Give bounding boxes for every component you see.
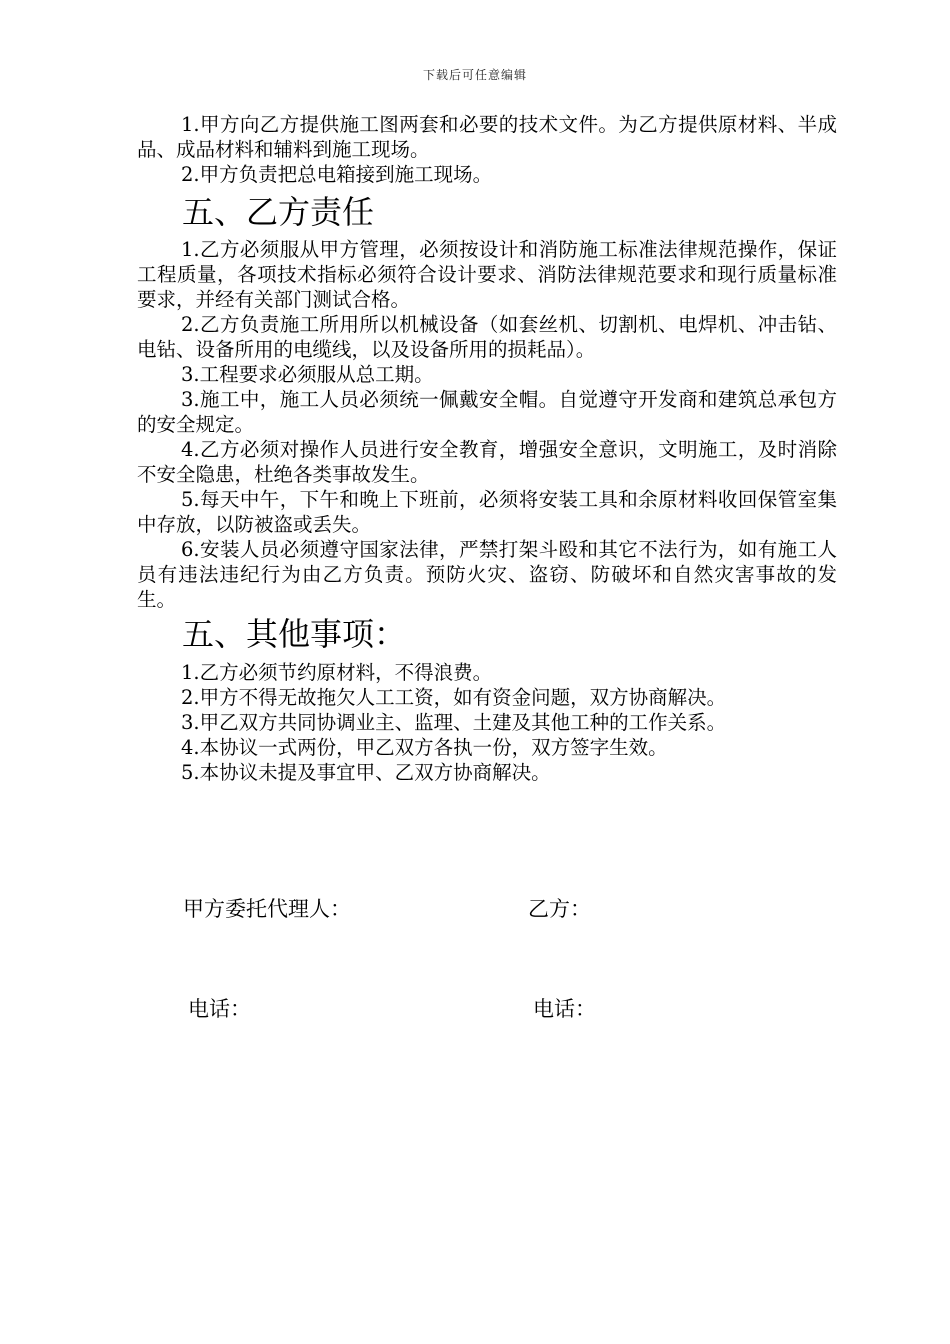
party-b-label: 乙方： xyxy=(528,897,591,921)
other-item-2: 2.甲方不得无故拖欠人工工资，如有资金问题，双方协商解决。 xyxy=(181,686,727,709)
party-b-item-4: 4.乙方必须对操作人员进行安全教育，增强安全意识，文明施工，及时消除不安全隐患，杜绝各类事故发生。 xyxy=(137,438,837,486)
section-heading-party-b: 五、乙方责任 xyxy=(182,193,375,231)
party-b-phone-label: 电话： xyxy=(533,997,596,1021)
party-b-item-2: 2.乙方负责施工所用所以机械设备（如套丝机、切割机、电焊机、冲击钻、电钻、设备所用的电缆线，以及设备所用的损耗品）。 xyxy=(137,313,837,361)
party-a-phone-label: 电话： xyxy=(188,997,251,1021)
party-a-item-1: 1.甲方向乙方提供施工图两套和必要的技术文件。为乙方提供原材料、半成品、成品材料和辅料到施工现场。 xyxy=(137,113,837,161)
party-b-item-1: 1.乙方必须服从甲方管理，必须按设计和消防施工标准法律规范操作，保证工程质量，各项技术指标必须符合设计要求、消防法律规范要求和现行质量标准要求，并经有关部门测试合格。 xyxy=(137,238,837,311)
section-heading-other: 五、其他事项： xyxy=(182,615,407,653)
party-b-item-5: 5.每天中午，下午和晚上下班前，必须将安装工具和余原材料收回保管室集中存放，以防被盗或丢失。 xyxy=(137,488,837,536)
party-b-item-3b: 3.施工中，施工人员必须统一佩戴安全帽。自觉遵守开发商和建筑总承包方的安全规定。 xyxy=(137,388,837,436)
party-b-item-6: 6.安装人员必须遵守国家法律，严禁打架斗殴和其它不法行为，如有施工人员有违法违纪行为由乙方负责。预防火灾、盗窃、防破坏和自然灾害事故的发生。 xyxy=(137,538,837,611)
other-item-5: 5.本协议未提及事宜甲、乙双方协商解决。 xyxy=(181,761,551,784)
party-a-agent-label: 甲方委托代理人： xyxy=(183,897,351,921)
page-header: 下载后可任意编辑 xyxy=(422,68,527,82)
other-item-3: 3.甲乙双方共同协调业主、监理、土建及其他工种的工作关系。 xyxy=(181,711,727,734)
other-item-4: 4.本协议一式两份，甲乙双方各执一份，双方签字生效。 xyxy=(181,736,668,759)
party-a-item-2: 2.甲方负责把总电箱接到施工现场。 xyxy=(181,163,493,186)
party-b-item-3: 3.工程要求必须服从总工期。 xyxy=(181,363,434,386)
other-item-1: 1.乙方必须节约原材料，不得浪费。 xyxy=(181,661,493,684)
